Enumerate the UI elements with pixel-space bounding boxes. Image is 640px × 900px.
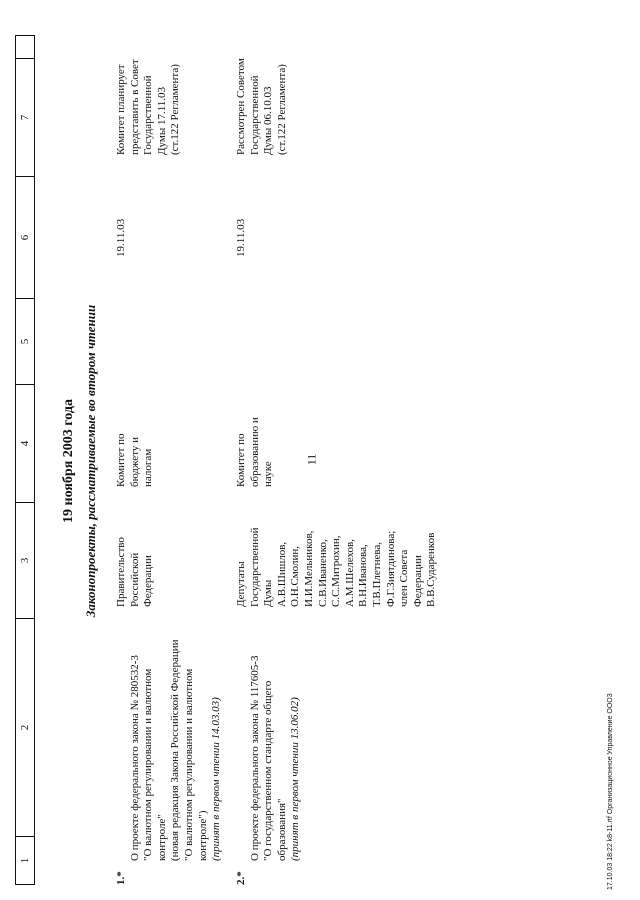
bill-committee: Комитет по образованию и науке: [235, 417, 275, 487]
bill-author: Депутаты Государственной Думы А.В.Шишлов, О.Н.Смолин, И.И.Мельников, С.В.Иваненко, С.С.Митрохин, А.М.Шелехов, В.Н.Иванова, Т.В.Плетнева, Ф.Г.Зиятдинова; член Совета Федерации В.В.Судаpенков: [235, 527, 438, 607]
column-header-6: 6: [16, 176, 34, 298]
column-header-7: 7: [16, 58, 34, 176]
bill-title: [115, 611, 237, 861]
bill-author: Правительство Российской Федерации: [115, 537, 155, 607]
column-header-blank: [16, 36, 34, 58]
rotated-document: [15, 15, 625, 885]
row-number: 2.*: [235, 871, 247, 885]
bill-note: Рассмотрен Советом Государственной Думы 06.10.03 (ст.122 Регламента): [235, 58, 288, 155]
bill-committee: Комитет по бюджету и налогам: [115, 433, 155, 487]
first-reading-note: (принят в первом чтении 14.03.03): [210, 697, 223, 861]
row-number: 1.*: [115, 871, 127, 885]
bill-note: Комитет планирует представить в Совет Государственной Думы 17.11.03 (ст.122 Регламента): [115, 59, 182, 155]
bill-date: 19.11.03: [115, 218, 127, 257]
date-title: 19 ноября 2003 года: [61, 399, 76, 523]
first-reading-note: (принят в первом чтении 13.06.02): [289, 697, 302, 861]
footer-meta: 17.10.03 18:22 k8-11.rtf Организационное Управление ООО3: [607, 693, 614, 890]
bill-date: 19.11.03: [235, 218, 247, 257]
section-title: Законопроекты, рассматриваемые во втором чтении: [83, 304, 98, 618]
bill-title-text: О проекте федерального закона № 280532-3 "О валютном регулировании и валютном контроле" (новая редакция Закона Российской Федерации "О валютном регулировании и валютном контроле"): [128, 639, 209, 861]
column-header-3: 3: [16, 502, 34, 618]
bill-title-text: О проекте федерального закона № 117605-3 "О государственном стандарте общего образования": [248, 655, 288, 861]
column-header-2: 2: [16, 618, 34, 836]
column-header-1: 1: [16, 836, 34, 884]
bill-title: [235, 611, 317, 861]
column-header-5: 5: [16, 298, 34, 384]
page-number: 11: [304, 453, 319, 466]
column-header-4: 4: [16, 384, 34, 502]
column-header-row: [15, 35, 35, 885]
